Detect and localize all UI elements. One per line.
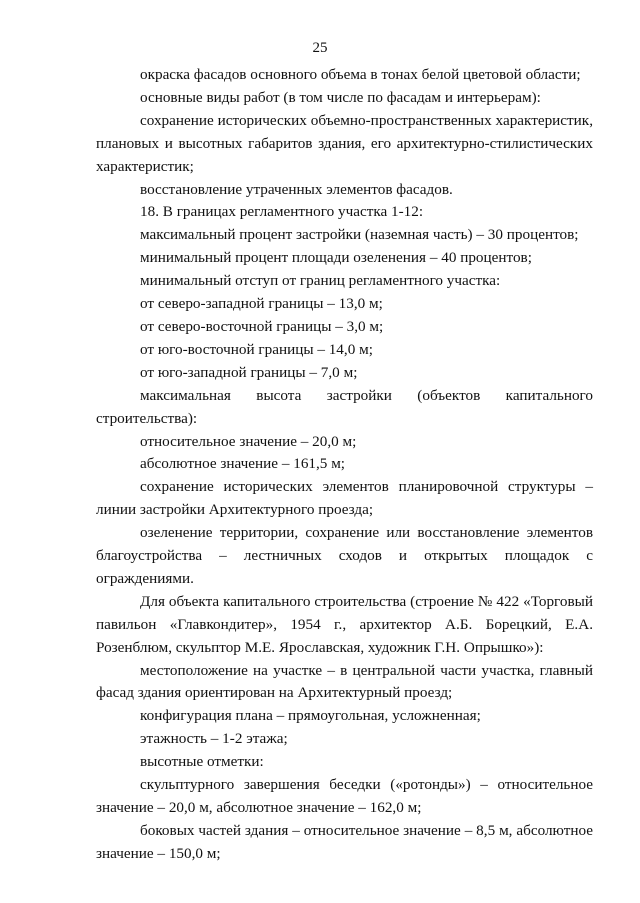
paragraph: восстановление утраченных элементов фасадов. [140, 180, 453, 198]
paragraph: минимальный отступ от границ регламентного участка: [140, 272, 501, 290]
paragraph: от северо-западной границы – 13,0 м; [140, 295, 383, 313]
paragraph: Для объекта капитального строительства (строение № 422 «Торговый павильон «Главкондитер», 1954 г., архитектор А.Б. Борецкий, Е.А. Розенблюм, скульптор М.Е. Ярославская, художник Г.Н. Опрышко»): [96, 592, 593, 656]
paragraph: скульптурного завершения беседки («ротонды») – относительное значение – 20,0 м, абсолютное значение – 162,0 м; [96, 776, 593, 816]
paragraph: сохранение исторических элементов планировочной структуры – линии застройки Архитектурного проезда; [96, 478, 593, 519]
paragraph: относительное значение – 20,0 м; [140, 432, 357, 450]
paragraph: минимальный процент площади озеленения – 40 процентов; [140, 249, 532, 267]
paragraph: окраска фасадов основного объема в тонах белой цветовой области; [140, 66, 581, 83]
paragraph: 18. В границах регламентного участка 1-12: [140, 203, 424, 221]
document-body [96, 64, 593, 866]
paragraph: от юго-западной границы – 7,0 м; [140, 363, 358, 381]
paragraph: конфигурация плана – прямоугольная, усложненная; [140, 707, 481, 725]
paragraph: от юго-восточной границы – 14,0 м; [140, 340, 373, 358]
paragraph: боковых частей здания – относительное значение – 8,5 м, абсолютное значение – 150,0 м; [96, 821, 593, 862]
paragraph: максимальный процент застройки (наземная часть) – 30 процентов; [140, 226, 579, 244]
page-number: 25 [312, 40, 328, 56]
paragraph: местоположение на участке – в центральной части участка, главный фасад здания ориентирован на Архитектурный проезд; [96, 661, 593, 702]
paragraph: от северо-восточной границы – 3,0 м; [140, 317, 384, 335]
paragraph: максимальная высота застройки (объектов капитального строительства): [96, 386, 593, 427]
paragraph: абсолютное значение – 161,5 м; [140, 455, 346, 473]
paragraph: высотные отметки: [140, 753, 264, 771]
paragraph: этажность – 1-2 этажа; [140, 730, 288, 748]
paragraph: сохранение исторических объемно-пространственных характеристик, плановых и высотных габаритов здания, его архитектурно-стилистических характеристик; [96, 111, 593, 175]
paragraph: озеленение территории, сохранение или восстановление элементов благоустройства – лестничных сходов и открытых площадок с ограждениями. [96, 524, 593, 587]
paragraph: основные виды работ (в том числе по фасадам и интерьерам): [140, 88, 541, 106]
